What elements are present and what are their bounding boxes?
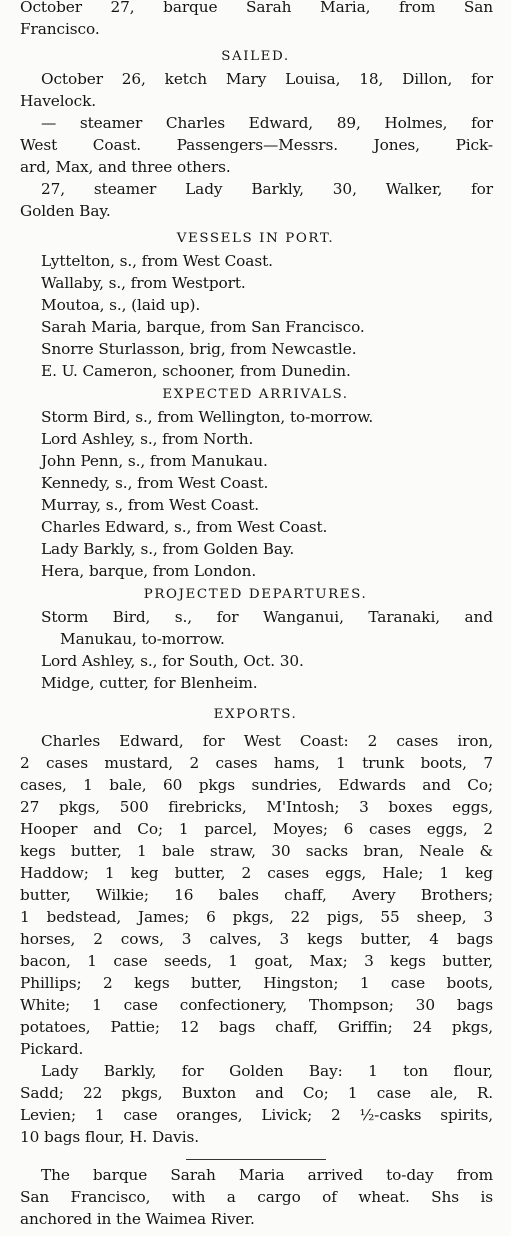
departure-line: Lord Ashley, s., for South, Oct. 30. [41,652,304,670]
vessel-line: Moutoa, s., (laid up). [41,296,201,314]
arrival-line: John Penn, s., from Manukau. [41,452,268,470]
export-line: cases, 1 bale, 60 pkgs sundries, Edwards and Co; [20,776,493,794]
departure-line: Storm Bird, s., for Wanganui, Taranaki, and [41,608,493,626]
export-line: White; 1 case confectionery, Thompson; 30 bags [20,996,493,1014]
arrival-line: Lady Barkly, s., from Golden Bay. [41,540,295,558]
vessel-line: Lyttelton, s., from West Coast. [41,252,273,270]
sailed-line-6: 27, steamer Lady Barkly, 30, Walker, for [41,180,493,198]
sailed-heading: SAILED. [221,49,290,64]
export-line: Charles Edward, for West Coast: 2 cases iron, [41,732,493,750]
projected-departures-heading: PROJECTED DEPARTURES. [143,587,368,602]
note-line: The barque Sarah Maria arrived to-day from [41,1166,493,1184]
sailed-line-4: West Coast. Passengers—Messrs. Jones, Pick- [20,136,493,154]
export-line: bacon, 1 case seeds, 1 goat, Max; 3 kegs butter, [20,952,493,970]
export-line: 2 cases mustard, 2 cases hams, 1 trunk boots, 7 [20,754,493,772]
sailed-line-7: Golden Bay. [20,202,111,220]
export-line: 10 bags flour, H. Davis. [20,1128,200,1146]
export-line: Haddow; 1 keg butter, 2 cases eggs, Hale; 1 keg [20,864,493,882]
section-divider [186,1159,326,1160]
export-line: Levien; 1 case oranges, Livick; 2 ½-casks spirits, [20,1106,493,1124]
export-line: Sadd; 22 pkgs, Buxton and Co; 1 case ale, R. [20,1084,493,1102]
vessels-in-port-heading: VESSELS IN PORT. [176,231,335,246]
export-line: Lady Barkly, for Golden Bay: 1 ton flour, [41,1062,493,1080]
expected-arrivals-heading: EXPECTED ARRIVALS. [162,387,349,402]
arrival-line: Lord Ashley, s., from North. [41,430,254,448]
departure-line: Manukau, to-morrow. [60,630,225,648]
arrival-line: Charles Edward, s., from West Coast. [41,518,328,536]
sailed-line-2: Havelock. [20,92,97,110]
arrived-line-2: Francisco. [20,20,100,38]
arrival-line: Storm Bird, s., from Wellington, to-morrow. [41,408,374,426]
export-line: potatoes, Pattie; 12 bags chaff, Griffin; 24 pkgs, [20,1018,493,1036]
export-line: horses, 2 cows, 3 calves, 3 kegs butter, 4 bags [20,930,493,948]
arrival-line: Hera, barque, from London. [41,562,257,580]
note-line: San Francisco, with a cargo of wheat. Shs is [20,1188,493,1206]
export-line: butter, Wilkie; 16 bales chaff, Avery Brothers; [20,886,493,904]
sailed-line-1: October 26, ketch Mary Louisa, 18, Dillon, for [41,70,493,88]
arrival-line: Murray, s., from West Coast. [41,496,260,514]
vessel-line: Snorre Sturlasson, brig, from Newcastle. [41,340,357,358]
export-line: 1 bedstead, James; 6 pkgs, 22 pigs, 55 sheep, 3 [20,908,493,926]
export-line: Phillips; 2 kegs butter, Hingston; 1 case boots, [20,974,493,992]
sailed-line-5: ard, Max, and three others. [20,158,231,176]
vessel-line: E. U. Cameron, schooner, from Dunedin. [41,362,351,380]
departure-line: Midge, cutter, for Blenheim. [41,674,258,692]
vessel-line: Sarah Maria, barque, from San Francisco. [41,318,365,336]
export-line: Pickard. [20,1040,84,1058]
export-line: Hooper and Co; 1 parcel, Moyes; 6 cases eggs, 2 [20,820,493,838]
arrival-line: Kennedy, s., from West Coast. [41,474,269,492]
exports-heading: EXPORTS. [213,707,298,722]
arrived-line-1: October 27, barque Sarah Maria, from San [20,0,493,16]
export-line: 27 pkgs, 500 firebricks, M'Intosh; 3 boxes eggs, [20,798,493,816]
note-line: anchored in the Waimea River. [20,1210,255,1228]
export-line: kegs butter, 1 bale straw, 30 sacks bran, Neale & [20,842,493,860]
sailed-line-3: — steamer Charles Edward, 89, Holmes, for [41,114,493,132]
vessel-line: Wallaby, s., from Westport. [41,274,246,292]
